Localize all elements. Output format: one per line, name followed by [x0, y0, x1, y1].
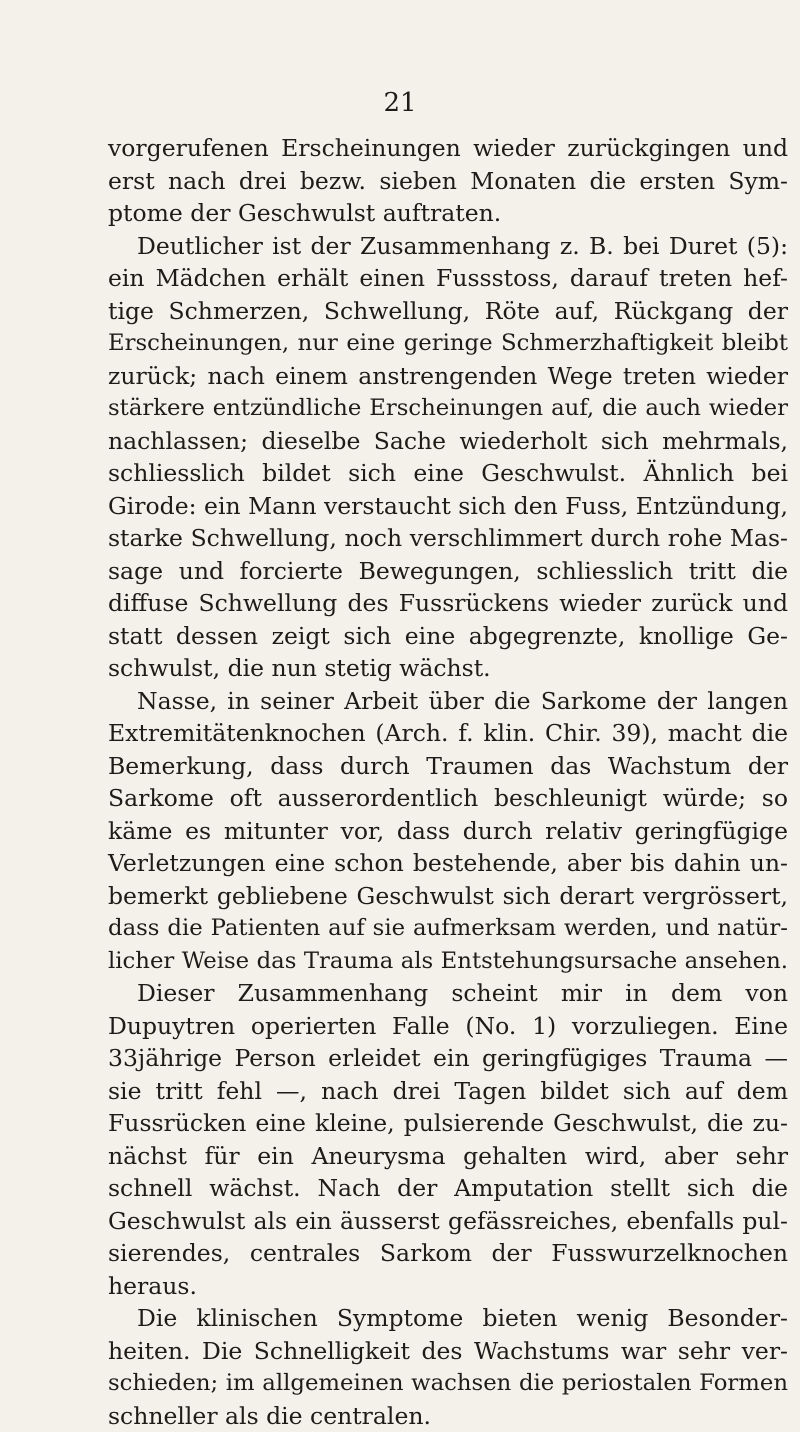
text-line: ein Mädchen erhält einen Fussstoss, darauf treten hef-	[108, 262, 788, 295]
text-line: starke Schwellung, noch verschlimmert durch rohe Mas-	[108, 522, 788, 555]
text-line: bemerkt gebliebene Geschwulst sich derart vergrössert,	[108, 880, 788, 913]
text-line: sie tritt fehl —, nach drei Tagen bildet sich auf dem	[108, 1075, 788, 1108]
text-line: statt dessen zeigt sich eine abgegrenzte, knollige Ge-	[108, 620, 788, 653]
text-line: stärkere entzündliche Erscheinungen auf, die auch wieder	[108, 392, 788, 425]
text-line: Deutlicher ist der Zusammenhang z. B. bei Duret (5):	[108, 230, 788, 263]
text-line: Bemerkung, dass durch Traumen das Wachstum der	[108, 750, 788, 783]
text-line: käme es mitunter vor, dass durch relativ geringfügige	[108, 815, 788, 848]
page-number: 21	[0, 88, 800, 118]
text-line: Sarkome oft ausserordentlich beschleunigt würde; so	[108, 782, 788, 815]
text-line: erst nach drei bezw. sieben Monaten die ersten Sym-	[108, 165, 788, 198]
text-line: nachlassen; dieselbe Sache wiederholt sich mehrmals,	[108, 425, 788, 458]
text-line: schwulst, die nun stetig wächst.	[108, 652, 788, 685]
text-line: Verletzungen eine schon bestehende, aber bis dahin un-	[108, 847, 788, 880]
text-line: heiten. Die Schnelligkeit des Wachstums war sehr ver-	[108, 1335, 788, 1368]
text-line: ptome der Geschwulst auftraten.	[108, 197, 788, 230]
text-line: Dupuytren operierten Falle (No. 1) vorzuliegen. Eine	[108, 1010, 788, 1043]
text-line: Fussrücken eine kleine, pulsierende Geschwulst, die zu-	[108, 1107, 788, 1140]
text-line: sierendes, centrales Sarkom der Fusswurzelknochen	[108, 1237, 788, 1270]
text-line: vorgerufenen Erscheinungen wieder zurückgingen und	[108, 132, 788, 165]
text-line: 33jährige Person erleidet ein geringfügiges Trauma —	[108, 1042, 788, 1075]
text-line: schnell wächst. Nach der Amputation stellt sich die	[108, 1172, 788, 1205]
text-line: schliesslich bildet sich eine Geschwulst. Ähnlich bei	[108, 457, 788, 490]
text-line: zurück; nach einem anstrengenden Wege treten wieder	[108, 360, 788, 393]
text-line: nächst für ein Aneurysma gehalten wird, aber sehr	[108, 1140, 788, 1173]
text-line: Dieser Zusammenhang scheint mir in dem von	[108, 977, 788, 1010]
text-line: Die klinischen Symptome bieten wenig Besonder-	[108, 1302, 788, 1335]
text-line: Extremitätenknochen (Arch. f. klin. Chir. 39), macht die	[108, 717, 788, 750]
text-line: sage und forcierte Bewegungen, schliesslich tritt die	[108, 555, 788, 588]
text-line: schieden; im allgemeinen wachsen die periostalen Formen	[108, 1367, 788, 1400]
text-line: tige Schmerzen, Schwellung, Röte auf, Rückgang der	[108, 295, 788, 328]
text-line: licher Weise das Trauma als Entstehungsursache ansehen.	[108, 945, 788, 978]
text-line: Geschwulst als ein äusserst gefässreiches, ebenfalls pul-	[108, 1205, 788, 1238]
body-text	[108, 132, 788, 1432]
text-line: Erscheinungen, nur eine geringe Schmerzhaftigkeit bleibt	[108, 327, 788, 360]
text-line: dass die Patienten auf sie aufmerksam werden, und natür-	[108, 912, 788, 945]
text-line: Nasse, in seiner Arbeit über die Sarkome der langen	[108, 685, 788, 718]
text-line: schneller als die centralen.	[108, 1400, 788, 1432]
text-line: Girode: ein Mann verstaucht sich den Fuss, Entzündung,	[108, 490, 788, 523]
text-line: heraus.	[108, 1270, 788, 1303]
text-line: diffuse Schwellung des Fussrückens wieder zurück und	[108, 587, 788, 620]
